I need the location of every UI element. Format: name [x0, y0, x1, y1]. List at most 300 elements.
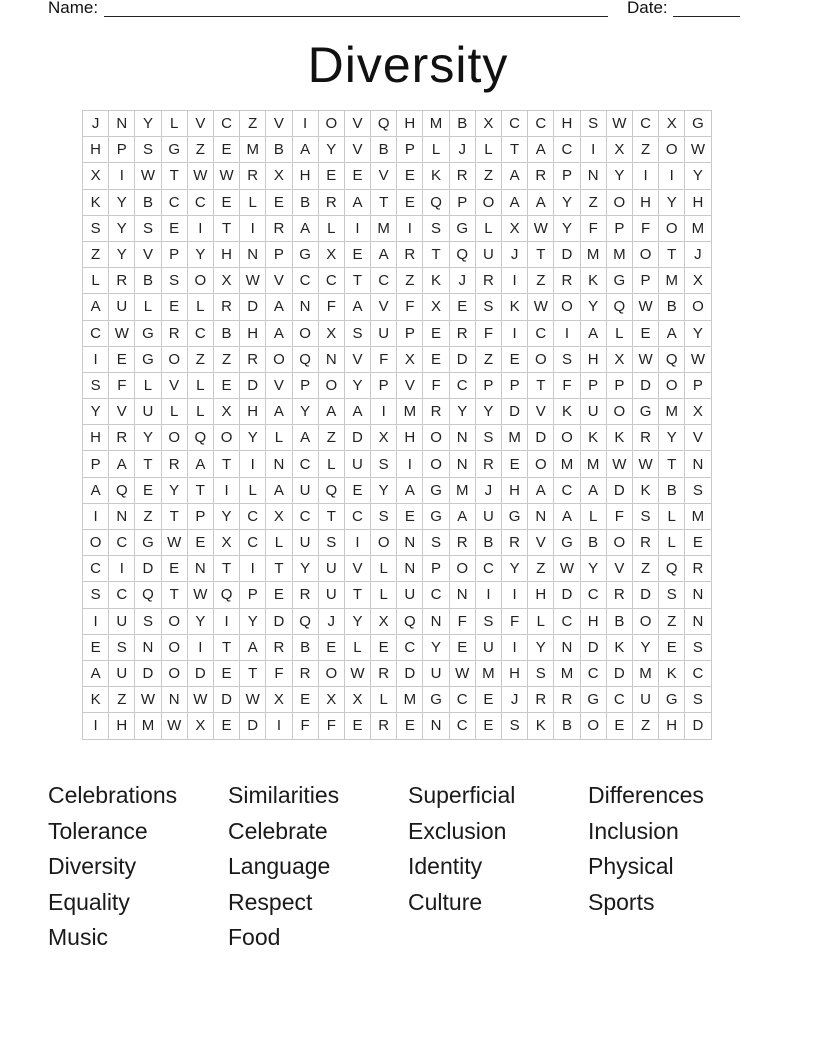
- grid-cell: Y: [580, 294, 606, 320]
- grid-cell: A: [528, 189, 554, 215]
- grid-cell: D: [213, 687, 239, 713]
- grid-cell: F: [423, 372, 449, 398]
- word-list-item: Tolerance: [48, 817, 148, 844]
- grid-cell: I: [109, 163, 135, 189]
- grid-cell: S: [685, 687, 711, 713]
- grid-cell: X: [685, 399, 711, 425]
- grid-cell: W: [240, 687, 266, 713]
- grid-cell: U: [475, 634, 501, 660]
- grid-cell: E: [502, 346, 528, 372]
- grid-cell: G: [292, 241, 318, 267]
- grid-cell: I: [266, 713, 292, 739]
- grid-cell: P: [240, 582, 266, 608]
- grid-cell: X: [266, 163, 292, 189]
- grid-cell: L: [318, 215, 344, 241]
- grid-cell: Y: [344, 372, 370, 398]
- grid-cell: N: [318, 346, 344, 372]
- grid-cell: P: [397, 137, 423, 163]
- grid-cell: R: [606, 582, 632, 608]
- grid-cell: N: [449, 582, 475, 608]
- grid-cell: L: [266, 425, 292, 451]
- grid-cell: L: [475, 137, 501, 163]
- grid-cell: P: [606, 372, 632, 398]
- grid-cell: Y: [109, 241, 135, 267]
- grid-cell: Y: [475, 399, 501, 425]
- grid-cell: T: [344, 582, 370, 608]
- grid-cell: P: [685, 372, 711, 398]
- grid-cell: H: [397, 111, 423, 137]
- grid-cell: O: [423, 425, 449, 451]
- grid-cell: B: [580, 530, 606, 556]
- grid-cell: M: [685, 215, 711, 241]
- grid-cell: C: [606, 687, 632, 713]
- grid-cell: W: [135, 163, 161, 189]
- grid-cell: D: [606, 660, 632, 686]
- grid-cell: U: [475, 241, 501, 267]
- grid-cell: M: [397, 399, 423, 425]
- grid-cell: U: [344, 451, 370, 477]
- grid-cell: A: [502, 163, 528, 189]
- grid-cell: M: [632, 660, 658, 686]
- grid-cell: Z: [632, 713, 658, 739]
- grid-cell: I: [213, 608, 239, 634]
- grid-cell: C: [240, 530, 266, 556]
- grid-cell: W: [449, 660, 475, 686]
- grid-cell: N: [161, 687, 187, 713]
- grid-cell: I: [580, 137, 606, 163]
- grid-cell: X: [187, 713, 213, 739]
- grid-cell: S: [371, 451, 397, 477]
- grid-cell: W: [632, 294, 658, 320]
- grid-cell: M: [606, 241, 632, 267]
- grid-cell: F: [502, 608, 528, 634]
- grid-cell: Y: [685, 320, 711, 346]
- grid-cell: Y: [423, 634, 449, 660]
- grid-cell: P: [161, 241, 187, 267]
- grid-cell: D: [502, 399, 528, 425]
- grid-cell: Z: [475, 163, 501, 189]
- grid-row: [83, 163, 712, 189]
- grid-cell: L: [187, 372, 213, 398]
- word-list-item: Inclusion: [588, 817, 679, 844]
- grid-cell: B: [606, 608, 632, 634]
- grid-cell: A: [83, 660, 109, 686]
- grid-row: [83, 320, 712, 346]
- grid-cell: H: [659, 713, 685, 739]
- grid-cell: Q: [292, 608, 318, 634]
- grid-cell: X: [685, 268, 711, 294]
- grid-cell: A: [187, 451, 213, 477]
- grid-cell: O: [161, 346, 187, 372]
- grid-cell: U: [318, 582, 344, 608]
- grid-cell: O: [685, 294, 711, 320]
- grid-cell: K: [659, 660, 685, 686]
- grid-cell: Y: [292, 399, 318, 425]
- grid-cell: S: [161, 268, 187, 294]
- grid-cell: N: [266, 451, 292, 477]
- grid-cell: S: [475, 425, 501, 451]
- grid-cell: T: [213, 556, 239, 582]
- grid-cell: C: [344, 503, 370, 529]
- grid-cell: X: [318, 241, 344, 267]
- grid-cell: G: [135, 320, 161, 346]
- grid-cell: Z: [528, 268, 554, 294]
- grid-cell: T: [659, 451, 685, 477]
- grid-cell: C: [83, 320, 109, 346]
- grid-cell: U: [109, 608, 135, 634]
- grid-cell: P: [475, 372, 501, 398]
- grid-cell: U: [475, 503, 501, 529]
- grid-cell: R: [449, 163, 475, 189]
- grid-cell: Y: [580, 556, 606, 582]
- grid-cell: M: [135, 713, 161, 739]
- grid-cell: D: [240, 294, 266, 320]
- grid-cell: S: [475, 608, 501, 634]
- grid-cell: A: [344, 294, 370, 320]
- grid-cell: R: [109, 268, 135, 294]
- grid-cell: C: [528, 111, 554, 137]
- grid-cell: V: [266, 111, 292, 137]
- grid-cell: D: [449, 346, 475, 372]
- grid-cell: M: [475, 660, 501, 686]
- grid-cell: I: [240, 215, 266, 241]
- grid-cell: O: [371, 530, 397, 556]
- grid-cell: V: [187, 111, 213, 137]
- grid-cell: T: [161, 582, 187, 608]
- grid-cell: O: [449, 556, 475, 582]
- grid-cell: P: [554, 163, 580, 189]
- grid-cell: Z: [475, 346, 501, 372]
- grid-cell: Y: [554, 215, 580, 241]
- grid-cell: Z: [213, 346, 239, 372]
- grid-cell: D: [632, 372, 658, 398]
- grid-row: [83, 503, 712, 529]
- date-blank-line: [673, 16, 740, 17]
- grid-cell: S: [135, 215, 161, 241]
- grid-cell: R: [685, 556, 711, 582]
- grid-cell: E: [606, 713, 632, 739]
- grid-cell: P: [397, 320, 423, 346]
- grid-row: [83, 582, 712, 608]
- grid-cell: Y: [554, 189, 580, 215]
- grid-cell: X: [371, 608, 397, 634]
- grid-cell: J: [502, 687, 528, 713]
- grid-cell: C: [109, 582, 135, 608]
- grid-cell: S: [109, 634, 135, 660]
- grid-cell: W: [685, 137, 711, 163]
- grid-cell: A: [318, 399, 344, 425]
- grid-cell: U: [397, 582, 423, 608]
- grid-cell: U: [109, 294, 135, 320]
- grid-cell: H: [580, 608, 606, 634]
- grid-cell: T: [213, 451, 239, 477]
- grid-cell: P: [606, 215, 632, 241]
- grid-cell: V: [109, 399, 135, 425]
- grid-cell: S: [580, 111, 606, 137]
- grid-cell: W: [161, 713, 187, 739]
- grid-cell: W: [344, 660, 370, 686]
- grid-cell: I: [240, 451, 266, 477]
- grid-cell: H: [502, 477, 528, 503]
- grid-cell: R: [292, 660, 318, 686]
- grid-cell: A: [83, 294, 109, 320]
- grid-cell: D: [187, 660, 213, 686]
- grid-cell: Z: [83, 241, 109, 267]
- grid-cell: Y: [632, 634, 658, 660]
- grid-cell: Y: [371, 477, 397, 503]
- grid-cell: N: [580, 163, 606, 189]
- grid-cell: H: [632, 189, 658, 215]
- word-list-item: Differences: [588, 782, 704, 808]
- grid-cell: M: [554, 451, 580, 477]
- grid-cell: O: [187, 268, 213, 294]
- grid-cell: A: [344, 399, 370, 425]
- grid-cell: A: [371, 241, 397, 267]
- grid-cell: Y: [135, 111, 161, 137]
- grid-cell: Q: [135, 582, 161, 608]
- grid-row: [83, 451, 712, 477]
- grid-cell: H: [528, 582, 554, 608]
- grid-cell: C: [292, 503, 318, 529]
- grid-cell: I: [659, 163, 685, 189]
- word-list: [48, 778, 768, 956]
- grid-cell: Z: [659, 608, 685, 634]
- grid-cell: E: [344, 713, 370, 739]
- grid-cell: I: [344, 530, 370, 556]
- grid-cell: P: [632, 268, 658, 294]
- grid-cell: K: [580, 425, 606, 451]
- grid-row: [83, 215, 712, 241]
- grid-cell: F: [318, 713, 344, 739]
- grid-cell: K: [632, 477, 658, 503]
- grid-cell: C: [449, 713, 475, 739]
- grid-cell: X: [606, 137, 632, 163]
- grid-cell: R: [213, 294, 239, 320]
- grid-cell: C: [632, 111, 658, 137]
- grid-cell: R: [240, 346, 266, 372]
- grid-row: [83, 687, 712, 713]
- grid-cell: T: [502, 137, 528, 163]
- grid-cell: V: [528, 399, 554, 425]
- grid-cell: W: [632, 346, 658, 372]
- grid-cell: I: [240, 556, 266, 582]
- grid-cell: R: [318, 189, 344, 215]
- grid-cell: O: [606, 530, 632, 556]
- grid-cell: N: [554, 634, 580, 660]
- grid-cell: U: [580, 399, 606, 425]
- grid-cell: C: [292, 268, 318, 294]
- grid-cell: F: [318, 294, 344, 320]
- grid-cell: Z: [528, 556, 554, 582]
- grid-cell: G: [135, 346, 161, 372]
- grid-cell: E: [318, 634, 344, 660]
- grid-cell: I: [344, 215, 370, 241]
- grid-cell: S: [685, 477, 711, 503]
- grid-cell: Y: [109, 189, 135, 215]
- grid-cell: Y: [344, 608, 370, 634]
- grid-cell: B: [475, 530, 501, 556]
- grid-cell: U: [371, 320, 397, 346]
- grid-cell: P: [187, 503, 213, 529]
- grid-cell: A: [292, 215, 318, 241]
- grid-cell: P: [266, 241, 292, 267]
- grid-cell: T: [528, 241, 554, 267]
- grid-row: [83, 294, 712, 320]
- grid-row: [83, 399, 712, 425]
- grid-cell: H: [580, 346, 606, 372]
- grid-cell: O: [554, 425, 580, 451]
- grid-cell: P: [502, 372, 528, 398]
- grid-cell: H: [397, 425, 423, 451]
- grid-cell: V: [266, 268, 292, 294]
- grid-cell: X: [318, 687, 344, 713]
- grid-cell: I: [83, 503, 109, 529]
- grid-cell: O: [606, 399, 632, 425]
- word-list-item: Equality: [48, 888, 130, 915]
- grid-cell: R: [632, 425, 658, 451]
- grid-cell: B: [659, 477, 685, 503]
- word-list-item: Similarities: [228, 782, 340, 808]
- grid-cell: N: [528, 503, 554, 529]
- grid-cell: Y: [83, 399, 109, 425]
- grid-cell: F: [606, 503, 632, 529]
- grid-cell: H: [240, 399, 266, 425]
- grid-cell: B: [449, 111, 475, 137]
- grid-cell: Y: [685, 163, 711, 189]
- grid-cell: W: [187, 582, 213, 608]
- grid-cell: Z: [632, 556, 658, 582]
- grid-cell: L: [659, 530, 685, 556]
- grid-cell: D: [528, 425, 554, 451]
- grid-cell: X: [344, 687, 370, 713]
- grid-cell: D: [606, 477, 632, 503]
- grid-cell: R: [266, 634, 292, 660]
- grid-cell: W: [632, 451, 658, 477]
- grid-cell: I: [371, 399, 397, 425]
- grid-cell: I: [109, 556, 135, 582]
- grid-cell: B: [292, 634, 318, 660]
- grid-cell: A: [449, 503, 475, 529]
- grid-cell: J: [449, 268, 475, 294]
- grid-row: [83, 477, 712, 503]
- grid-cell: E: [83, 634, 109, 660]
- grid-cell: I: [187, 215, 213, 241]
- grid-cell: K: [606, 634, 632, 660]
- grid-cell: Y: [502, 556, 528, 582]
- grid-cell: Q: [659, 346, 685, 372]
- grid-cell: X: [475, 111, 501, 137]
- header: [0, 0, 816, 20]
- grid-cell: C: [187, 320, 213, 346]
- grid-cell: O: [161, 660, 187, 686]
- grid-cell: T: [528, 372, 554, 398]
- grid-cell: V: [371, 163, 397, 189]
- grid-cell: I: [292, 111, 318, 137]
- grid-cell: N: [240, 241, 266, 267]
- grid-cell: A: [292, 425, 318, 451]
- grid-cell: O: [659, 215, 685, 241]
- grid-cell: T: [161, 163, 187, 189]
- grid-cell: E: [266, 582, 292, 608]
- grid-cell: Y: [659, 425, 685, 451]
- grid-cell: E: [475, 713, 501, 739]
- grid-cell: Z: [240, 111, 266, 137]
- grid-cell: I: [554, 320, 580, 346]
- grid-cell: T: [659, 241, 685, 267]
- grid-cell: N: [423, 608, 449, 634]
- grid-cell: L: [161, 399, 187, 425]
- grid-cell: W: [187, 163, 213, 189]
- word-list-item: Physical: [588, 853, 674, 880]
- grid-cell: C: [554, 477, 580, 503]
- grid-cell: I: [502, 268, 528, 294]
- grid-cell: T: [161, 503, 187, 529]
- grid-cell: A: [554, 503, 580, 529]
- grid-cell: C: [449, 687, 475, 713]
- grid-cell: K: [423, 268, 449, 294]
- grid-row: [83, 608, 712, 634]
- grid-cell: T: [135, 451, 161, 477]
- grid-cell: J: [83, 111, 109, 137]
- grid-cell: I: [502, 582, 528, 608]
- grid-cell: O: [528, 451, 554, 477]
- grid-cell: O: [318, 660, 344, 686]
- grid-cell: H: [685, 189, 711, 215]
- grid-cell: N: [449, 425, 475, 451]
- grid-cell: F: [371, 346, 397, 372]
- grid-cell: V: [344, 137, 370, 163]
- grid-cell: M: [449, 477, 475, 503]
- grid-cell: L: [135, 294, 161, 320]
- grid-cell: N: [397, 530, 423, 556]
- grid-cell: U: [318, 556, 344, 582]
- grid-cell: Q: [187, 425, 213, 451]
- grid-cell: Q: [213, 582, 239, 608]
- grid-cell: C: [83, 556, 109, 582]
- grid-cell: J: [318, 608, 344, 634]
- grid-cell: E: [161, 556, 187, 582]
- grid-cell: W: [213, 163, 239, 189]
- grid-cell: R: [554, 687, 580, 713]
- grid-cell: C: [371, 268, 397, 294]
- grid-cell: S: [135, 137, 161, 163]
- grid-cell: Q: [109, 477, 135, 503]
- grid-cell: S: [83, 372, 109, 398]
- grid-cell: V: [528, 530, 554, 556]
- page-title: Diversity: [307, 37, 509, 93]
- grid-row: [83, 111, 712, 137]
- grid-cell: E: [161, 215, 187, 241]
- grid-cell: F: [580, 215, 606, 241]
- grid-cell: O: [659, 372, 685, 398]
- grid-cell: C: [240, 503, 266, 529]
- grid-cell: L: [187, 294, 213, 320]
- grid-cell: R: [528, 687, 554, 713]
- grid-cell: W: [240, 268, 266, 294]
- grid-cell: S: [423, 530, 449, 556]
- grid-cell: O: [554, 294, 580, 320]
- grid-cell: S: [135, 608, 161, 634]
- word-list-item: Language: [228, 853, 331, 880]
- grid-cell: R: [423, 399, 449, 425]
- grid-cell: C: [161, 189, 187, 215]
- grid-cell: H: [240, 320, 266, 346]
- grid-cell: Y: [659, 189, 685, 215]
- grid-cell: J: [502, 241, 528, 267]
- grid-cell: L: [240, 189, 266, 215]
- grid-cell: L: [580, 503, 606, 529]
- grid-cell: M: [659, 399, 685, 425]
